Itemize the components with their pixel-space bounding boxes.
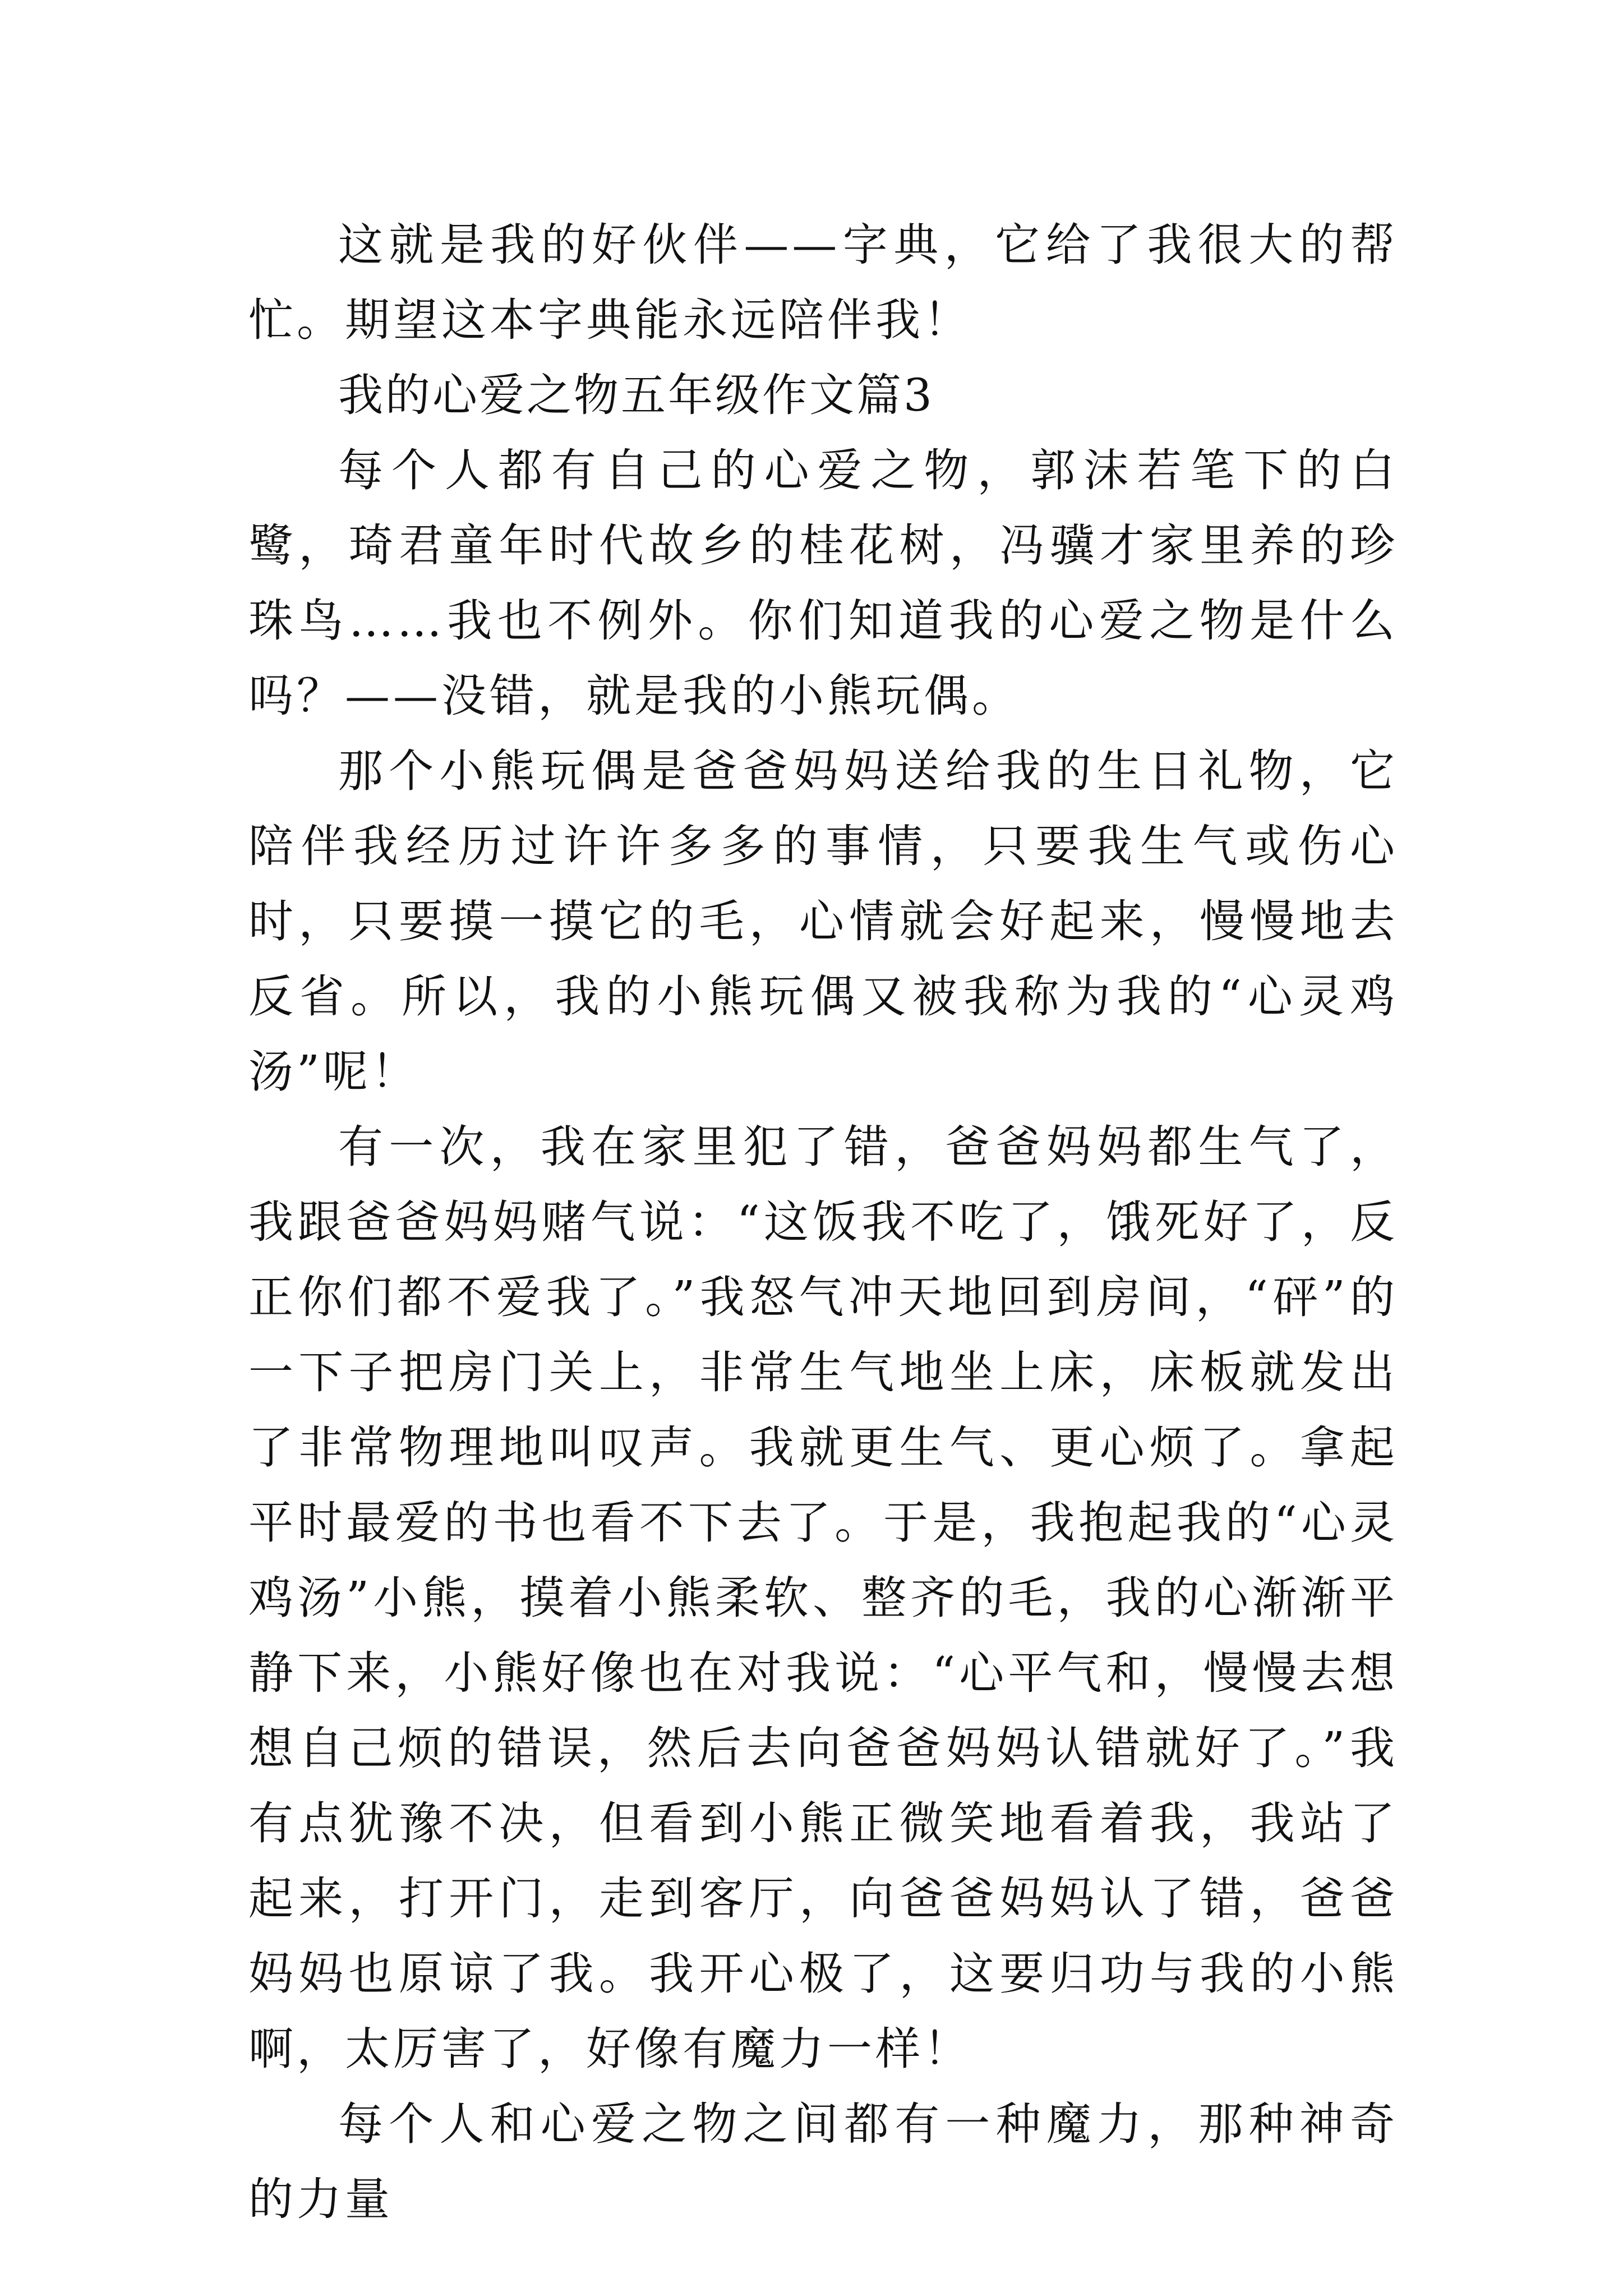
paragraph-story: 有一次，我在家里犯了错，爸爸妈妈都生气了，我跟爸爸妈妈赌气说：“这饭我不吃了，饿死好了，反正你们都不爱我了。”我怒气冲天地回到房间，“砰”的一下子把房门关上，非常生气地坐上床，床板就发出了非常物理地叫叹声。我就更生气、更心烦了。拿起平时最爱的书也看不下去了。于是，我抱起我的“心灵鸡汤”小熊，摸着小熊柔软、整齐的毛，我的心渐渐平静下来，小熊好像也在对我说：“心平气和，慢慢去想想自己烦的错误，然后去向爸爸妈妈认错就好了。”我有点犹豫不决，但看到小熊正微笑地看着我，我站了起来，打开门，走到客厅，向爸爸妈妈认了错，爸爸妈妈也原谅了我。我开心极了，这要归功与我的小熊啊，太厉害了，好像有魔力一样！ (248, 1121, 1398, 2075)
document-body (248, 208, 1398, 2237)
paragraph-closing: 每个人和心爱之物之间都有一种魔力，那种神奇的力量 (248, 2098, 1398, 2225)
essay-title: 我的心爱之物五年级作文篇3 (338, 369, 934, 421)
paragraph-dictionary-conclusion: 这就是我的好伙伴——字典，它给了我很大的帮忙。期望这本字典能永远陪伴我！ (248, 219, 1398, 346)
paragraph-bear-gift: 那个小熊玩偶是爸爸妈妈送给我的生日礼物，它陪伴我经历过许许多多的事情，只要我生气或伤心时，只要摸一摸它的毛，心情就会好起来，慢慢地去反省。所以，我的小熊玩偶又被我称为我的“心灵鸡汤”呢！ (248, 745, 1398, 1098)
paragraph-intro: 每个人都有自己的心爱之物，郭沫若笔下的白鹭，琦君童年时代故乡的桂花树，冯骥才家里养的珍珠鸟……我也不例外。你们知道我的心爱之物是什么吗？——没错，就是我的小熊玩偶。 (248, 444, 1398, 722)
